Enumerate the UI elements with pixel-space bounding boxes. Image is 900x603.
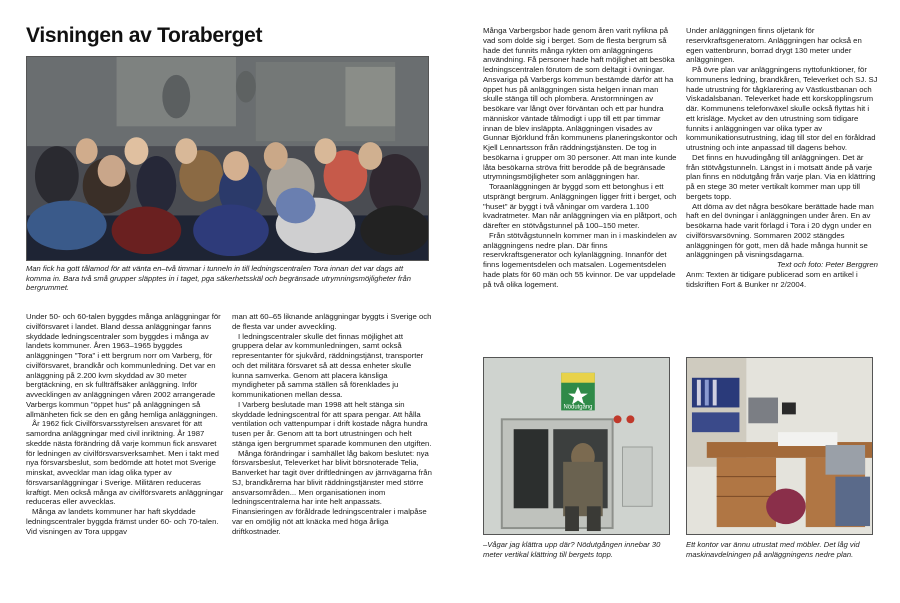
paragraph: I ledningscentraler skulle det finnas möjlighet att gruppera delar av kommunledningen, samt också representanter för sjukvård, räddningstjänst, transporter och det militära försvaret så att dessa enheter skulle kunna samverka. Genom att placera känsliga myndigheter på samma ställen så förenklades ju kommunikationen mellan dessa. (232, 331, 424, 399)
office-photo (686, 357, 873, 535)
publication-note: Anm: Texten är tidigare publicerad som en artikel i tidskriften Fort & Bunker nr 2/2004. (686, 269, 858, 289)
hatch-photo-caption: –Vågar jag klättra upp där? Nödutgången innebar 30 meter vertikal klättring till bergets topp. (483, 540, 661, 559)
paragraph: Från stötvågstunneln kommer man in i maskindelen av anläggningens nedre plan. Där finns reservkraftsgenerator och kylanläggning. Innanför det finns logementsdelen och matsalen. Logementsdelen hade plats för 60 män och 55 kvinnor. De var uppdelade på två olika logement. (483, 230, 677, 289)
emergency-exit-sign: Nödutgång (563, 404, 593, 411)
text-column-1 (26, 312, 224, 536)
paragraph: År 1962 fick Civilförsvarsstyrelsen ansvaret för att samordna anläggningar med civil inriktning. År 1987 skedde nästa förändring då varje kommun fick ansvaret för ledningen av civilförsvarsverksamhet. Men i takt med nya försvarsbeslut, som bedömde att hotet mot Sverige minskat, avvecklar man idag olika typer av försvarsanläggningar i Sverige. Militären reduceras kraftigt. Men också många av civilförsvarets anläggningar reduceras eller avvecklas. (26, 419, 224, 507)
paragraph: man att 60–65 liknande anläggningar byggts i Sverige och de flesta var under avveckling. (232, 312, 432, 331)
paragraph: Att döma av det några besökare berättade hade man haft en del övningar i anläggningen under åren. En av besökarna hade varit förlagd i Tora i 20 dygn under en civilförsvarsövning. Sommaren 2002 stängdes anläggningen för gott, men då hade många hunnit se anläggningen på visningsdagarna. (686, 201, 874, 260)
text-column-3 (483, 26, 679, 289)
paragraph: Toraanläggningen är byggd som ett betonghus i ett utsprängt bergrum. Anläggningen ligger fritt i berget, och "huset" är byggt i två våningar om vardera 1.100 kvadratmeter. Man når anläggningen via en plåtport, och därefter en stötvågstunnel på 100–150 meter. (483, 182, 677, 230)
paragraph: På övre plan var anläggningens nyttofunktioner, för kommunens ledning, brandkåren, Televerket och SJ. SJ hade utrustning för tågklarering av Västkustbanan och Viskadalsbanan. Televerket hade ett korskopplingsrum där. Kommunens telefonväxel skulle också flyttas hit i ett krisläge. Mycket av den utrustning som tidigare funnits i anläggningen var olika typer av kommunikationsutrustning, idag till stor del en föråldrad utrustning och inte anpassad till dagens behov. (686, 65, 878, 152)
photo-credit: Text och foto: Peter Berggren (777, 260, 878, 269)
text-column-2 (232, 312, 432, 536)
paragraph: Många av landets kommuner har haft skyddade ledningscentraler byggda främst under 60- och 70-talen. Vid visningen av Tora uppgav (26, 507, 219, 536)
office-photo-caption: Ett kontor var ännu utrustat med möbler. Det låg vid maskinavdelningen på anläggningens nedre plan. (686, 540, 860, 559)
paragraph: Många Varbergsbor hade genom åren varit nyfikna på vad som dolde sig i berget. Som de flesta bergrum så hade det funnits många rykten om anläggningens användning. Få personer hade haft möjlighet att besöka ledningscentralen förutom de som deltagit i övningar. Ansvariga på Varbergs kommun bestämde därför att ha öppet hus på anläggningen sista helgen innan man skulle stänga till och plombera. Anstormningen av besökare var långt över förväntan och ett par hundra människor väntade tålmodigt i upp till ett par timmar innan de blev insläppta. Anläggningen visades av Gunnar Björklund från kommunens planeringskontor och Kjell Lennartsson från räddningstjänsten. De tog in besökarna i grupper om 30 personer. Att man inte kunde låta besökarna ströva fritt berodde på de begränsade utrymningsmöjligheter som anläggningen har. (483, 26, 678, 182)
paragraph: Det finns en huvudingång till anläggningen. Det är från stötvågstunneln. Längst in i motsatt ände på varje plan finns en nödutgång från varje plan. Via en klättring på en stege 30 meter vertikalt kommer man upp till bergets topp. (686, 152, 876, 201)
emergency-hatch-photo (483, 357, 670, 535)
crowd-photo (26, 56, 429, 261)
paragraph: I Varberg beslutade man 1998 att helt stänga sin skyddade ledningscentral för att spara pengar. Att hålla ventilation och vattenpumpar i drift kostade några hundra tusen per år. Genom att ta bort utrustningen och helt stänga igen bergrummet sparade kommunen den utgiften. (232, 399, 432, 448)
text-column-4 (686, 26, 878, 289)
article-title: Visningen av Toraberget (26, 24, 263, 47)
magazine-spread (14, 12, 888, 592)
paragraph: Många förändringar i samhället låg bakom beslutet: nya försvarsbeslut, Televerket har blivit börsnoterade Telia, Banverket har tagit över driftledningen av järnvägarna från SJ, brandkårerna har blivit räddningstjänster med större ansvarsområden... Men organisationen inom ledningscentralerna har inte helt anpassats. Finansieringen av föråldrade ledningscentraler i malpåse var en omöjlig nöt att knäcka med höga årliga driftkostnader. (232, 448, 432, 536)
paragraph: Under anläggningen finns oljetank för reservkraftsgeneratorn. Anläggningen har också en egen vattenbrunn, borrad drygt 130 meter under anläggningen. (686, 26, 862, 65)
crowd-photo-caption: Man fick ha gott tålamod för att vänta en–två timmar i tunneln in till ledningscentralen Tora innan det var dags att komma in. Bara två små grupper släpptes in i taget, pga säkerhetsskäl och begränsade utrymningsmöjligheter från bergrummet. (26, 264, 411, 292)
paragraph: Under 50- och 60-talen byggdes många anläggningar för civilförsvaret i landet. Bland dessa anläggningar fanns skyddade ledningscentraler som byggdes i många av landets kommuner. Åren 1963–1965 byggdes anläggningen "Tora" i ett bergrum norr om Varberg, för civilförsvaret, brandkår och kommunledning. Det var en anläggning på 2.200 kvm skyddad av 30 meter bergtäckning, en sk fullträffsäker anläggning. Inför avvecklingen av anläggningen våren 2002 arrangerade Varbergs kommun "öppet hus" på anläggningen så allmänheten fick se den en gång hemliga anläggningen. (26, 312, 221, 419)
